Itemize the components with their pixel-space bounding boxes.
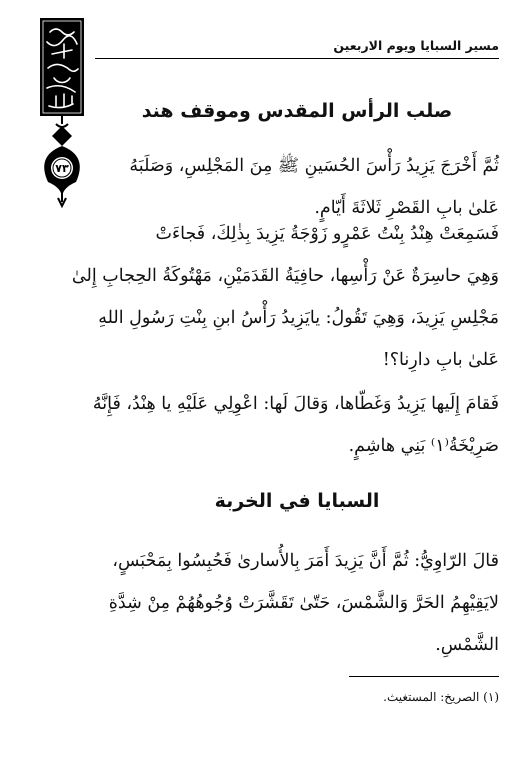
text-line: فَسَمِعَتْ هِنْدُ بِنْتُ عَمْرٍو زَوْجَةُ يَزِيدَ بِذٰلِكَ، فَجاءَتْ <box>155 224 499 244</box>
footnote: (١) الصريخ: المستغيث. <box>383 690 499 704</box>
paragraph <box>32 213 499 381</box>
text-line: وَهِيَ حاسِرَةٌ عَنْ رَأْسِها، حافِيَةُ القَدَمَيْنِ، مَهْتُوكَةُ الحِجابِ إِلىٰ <box>71 266 499 286</box>
text-line: فَقامَ إِلَيها يَزِيدُ وَغَطّاها، وَقالَ لَها: اعْوِلِي عَلَيْهِ يا هِنْدُ، فَإِنَّهُ <box>92 394 499 414</box>
running-title: مسير السبايا ويوم الاربعين <box>333 38 499 53</box>
section-heading: السبايا في الخربة <box>214 490 380 512</box>
paragraph <box>32 540 499 666</box>
text-line: الشَّمْسِ. <box>435 635 499 655</box>
paragraph <box>32 383 499 467</box>
text-line: عَلىٰ بابِ القَصْرِ ثَلاثَةَ أَيّامٍ. <box>314 198 499 218</box>
section-heading: صلب الرأس المقدس وموقف هند <box>141 100 453 122</box>
text-line: عَلىٰ بابِ دارِنا؟! <box>382 350 499 370</box>
header-divider <box>95 58 499 59</box>
text-line: صَرِيْخَةُ⁽١⁾ بَنِي هاشِمٍ. <box>348 436 499 456</box>
text-line: مَجْلِسِ يَزِيدَ، وَهِيَ تَقُولُ: يايَزِيدُ رَأْسُ ابنِ بِنْتِ رَسُولِ اللهِ <box>98 308 499 328</box>
text-line: ثُمَّ أَخْرَجَ يَزِيدُ رَأْسَ الحُسَينِ ﷺ مِنَ المَجْلِسِ، وَصَلَبَهُ <box>129 156 499 176</box>
page-number: ٧٣ <box>55 162 69 175</box>
text-line: قالَ الرّاوِيُّ: ثُمَّ أَنَّ يَزِيدَ أَمَرَ بِالأُسارىٰ فَحُبِسُوا بِمَحْبَسٍ، <box>112 551 499 571</box>
text-line: لايَقِيْهِمُ الحَرَّ وَالشَّمْسَ، حَتّىٰ تَقَشَّرَتْ وُجُوهُهُمْ مِنْ شِدَّةِ <box>108 593 499 613</box>
footnote-divider <box>349 676 499 677</box>
